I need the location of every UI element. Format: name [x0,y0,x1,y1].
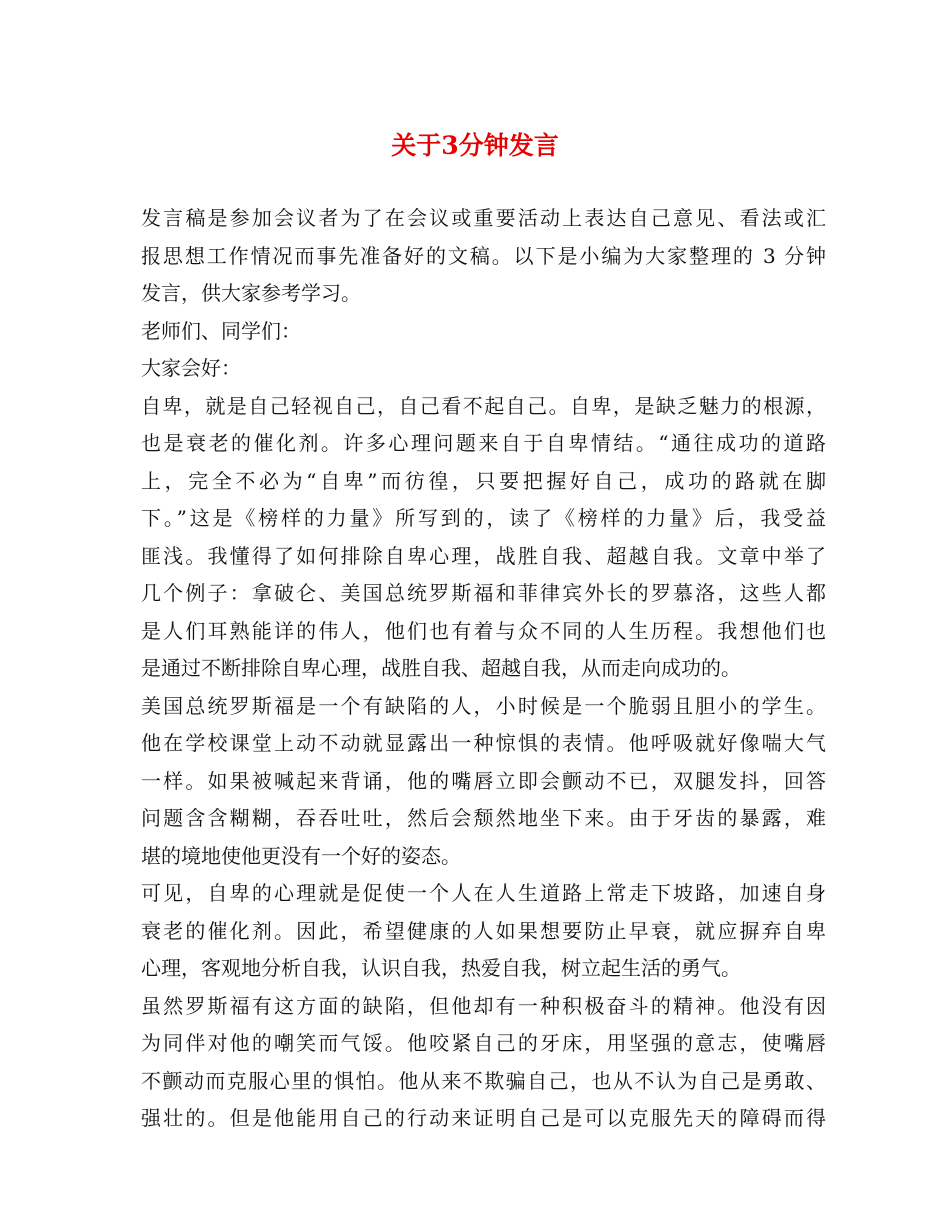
body-text-line: 也是衰老的催化剂。许多心理问题来自于自卑情结。“通往成功的道路 [141,431,826,455]
body-text-line: 一样。如果被喊起来背诵，他的嘴唇立即会颤动不已，双腿发抖，回答 [141,768,826,793]
body-text-line: 几个例子：拿破仑、美国总统罗斯福和菲律宾外长的罗慕洛，这些人都 [141,581,826,605]
body-text-line: 衰老的催化剂。因此，希望健康的人如果想要防止早衰，就应摒弃自卑 [141,918,826,943]
body-text-line: 报思想工作情况而事先准备好的文稿。以下是小编为大家整理的 3 分钟 [141,243,826,268]
body-text-line: 老师们、同学们： [141,318,301,343]
body-text-line: 是通过不断排除自卑心理，战胜自我、超越自我，从而走向成功的。 [141,656,741,680]
body-text-line: 自卑，就是自己轻视自己，自己看不起自己。自卑，是缺乏魅力的根源， [141,393,826,418]
body-text-line: 大家会好： [141,356,241,380]
body-text-line: 上，完全不必为“自卑”而彷徨，只要把握好自己，成功的路就在脚 [141,468,826,493]
body-text-line: 堪的境地使他更没有一个好的姿态。 [141,843,461,868]
body-text-line: 下。”这是《榜样的力量》所写到的，读了《榜样的力量》后，我受益 [141,506,826,530]
body-text-line: 美国总统罗斯福是一个有缺陷的人，小时候是一个脆弱且胆小的学生。 [141,693,826,718]
body-text-line: 他在学校课堂上动不动就显露出一种惊惧的表情。他呼吸就好像喘大气 [141,731,826,755]
body-text-line: 问题含含糊糊，吞吞吐吐，然后会颓然地坐下来。由于牙齿的暴露，难 [141,806,826,830]
body-text-line: 虽然罗斯福有这方面的缺陷，但他却有一种积极奋斗的精神。他没有因 [141,993,826,1018]
document-body [141,200,826,1138]
document-title: 关于3分钟发言 [391,131,559,160]
body-text-line: 发言，供大家参考学习。 [141,281,361,305]
body-text-line: 是人们耳熟能详的伟人，他们也有着与众不同的人生历程。我想他们也 [141,618,826,643]
body-text-line: 不颤动而克服心里的惧怕。他从来不欺骗自己，也从不认为自己是勇敢、 [141,1068,826,1093]
body-text-line: 匪浅。我懂得了如何排除自卑心理，战胜自我、超越自我。文章中举了 [141,543,826,568]
body-text-line: 为同伴对他的嘲笑而气馁。他咬紧自己的牙床，用坚强的意志，使嘴唇 [141,1031,826,1055]
body-text-line: 发言稿是参加会议者为了在会议或重要活动上表达自己意见、看法或汇 [141,206,826,230]
body-text-line: 可见，自卑的心理就是促使一个人在人生道路上常走下坡路，加速自身 [141,881,826,905]
body-text-line: 心理，客观地分析自我，认识自我，热爱自我，树立起生活的勇气。 [141,956,741,980]
body-text-line: 强壮的。但是他能用自己的行动来证明自己是可以克服先天的障碍而得 [141,1106,826,1130]
